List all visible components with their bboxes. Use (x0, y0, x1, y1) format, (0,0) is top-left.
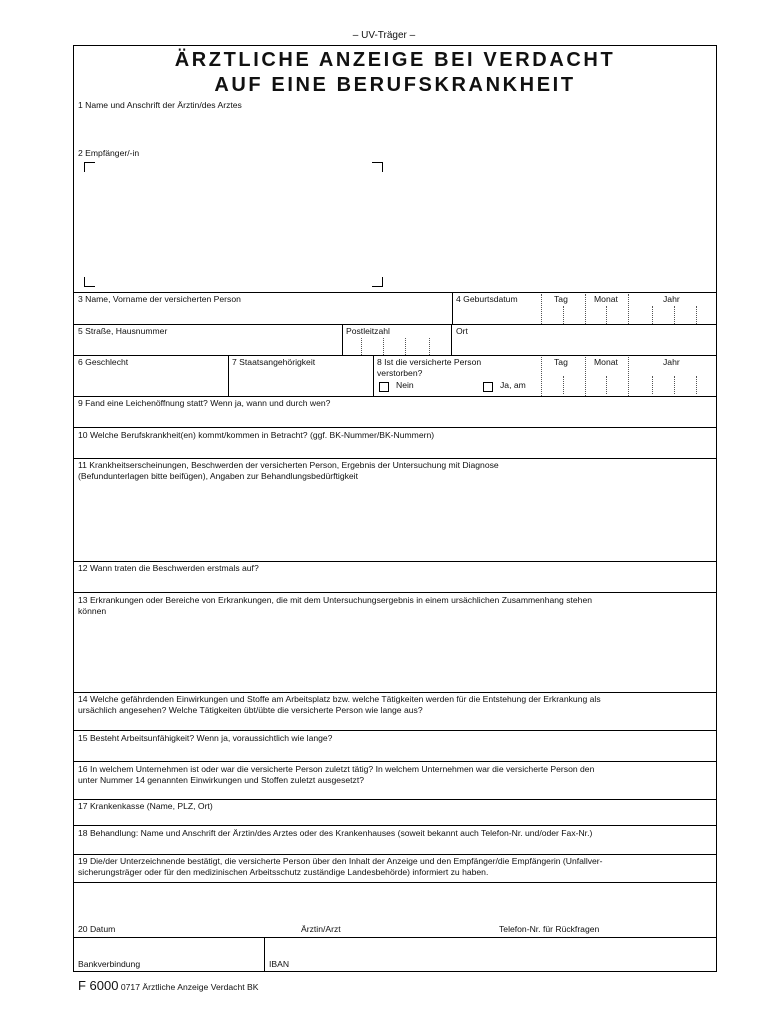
birthdate-label: 4 Geburtsdatum (456, 294, 518, 304)
column-divider (451, 324, 452, 355)
date-separator (696, 376, 697, 394)
callback-phone-label: Telefon-Nr. für Rückfragen (499, 924, 600, 934)
form-number: F 6000 (78, 978, 119, 993)
form-title-line2: AUF EINE BERUFSKRANKHEIT (214, 74, 576, 96)
confirmation-label-cont: sicherungsträger oder für den medizinischen Arbeitsschutz zuständige Landesbehörde) informiert zu haben. (78, 867, 489, 877)
date-separator (585, 294, 586, 324)
deceased-no-checkbox[interactable] (379, 382, 389, 392)
postal-separator (383, 338, 384, 355)
bank-label: Bankverbindung (78, 959, 141, 969)
death-month-label: Monat (594, 357, 618, 367)
treatment-label: 18 Behandlung: Name und Anschrift der Ärztin/des Arztes oder des Krankenhauses (soweit bekannt auch Telefon-Nr. und/oder Fax-Nr.) (78, 828, 593, 838)
column-divider (452, 292, 453, 324)
health-insurance-label: 17 Krankenkasse (Name, PLZ, Ort) (78, 801, 213, 811)
row-divider (73, 396, 717, 397)
symptoms-label: 11 Krankheitserscheinungen, Beschwerden der versicherten Person, Ergebnis der Untersuchung mit Diagnose (78, 460, 499, 470)
postal-separator (361, 338, 362, 355)
city-label: Ort (456, 326, 468, 336)
date-year-label: Jahr (663, 294, 680, 304)
date-separator (628, 294, 629, 324)
date-separator (541, 357, 542, 396)
recipient-label: 2 Empfänger/-in (78, 148, 140, 158)
row-divider (73, 825, 717, 826)
row-divider (73, 355, 717, 356)
row-divider (73, 799, 717, 800)
insured-name-label: 3 Name, Vorname der versicherten Person (78, 294, 241, 304)
deceased-yes-checkbox[interactable] (483, 382, 493, 392)
employer-label: 16 In welchem Unternehmen ist oder war die versicherte Person zuletzt tätig? In welchem Unternehmen war die versicherte Person den (78, 764, 595, 774)
row-divider (73, 882, 717, 883)
form-title-line1: ÄRZTLICHE ANZEIGE BEI VERDACHT (174, 49, 616, 71)
physician-address-label: 1 Name und Anschrift der Ärztin/des Arztes (78, 100, 242, 110)
confirmation-label: 19 Die/der Unterzeichnende bestätigt, die versicherte Person über den Inhalt der Anzeige und den Empfänger/die Empfängerin (Unfallver- (78, 856, 603, 866)
workplace-exposure-label-cont: ursächlich angesehen? Welche Tätigkeiten übt/übte die versicherte Person wie lange aus? (78, 705, 423, 715)
postal-separator (405, 338, 406, 355)
row-divider (73, 427, 717, 428)
row-divider (73, 937, 717, 938)
date-separator (563, 306, 564, 324)
column-divider (228, 355, 229, 396)
related-diseases-label: 13 Erkrankungen oder Bereiche von Erkrankungen, die mit dem Untersuchungsergebnis in einem ursächlichen Zusammenhang stehen (78, 595, 593, 605)
date-label: 20 Datum (78, 924, 116, 934)
employer-label-cont: unter Nummer 14 genannten Einwirkungen und Stoffen zuletzt ausgesetzt? (78, 775, 365, 785)
row-divider (73, 854, 717, 855)
date-separator (606, 306, 607, 324)
column-divider (264, 937, 265, 972)
date-separator (606, 376, 607, 394)
row-divider (73, 324, 717, 325)
date-day-label: Tag (554, 294, 568, 304)
row-divider (73, 761, 717, 762)
deceased-no-label: Nein (396, 380, 414, 390)
death-day-label: Tag (554, 357, 568, 367)
death-year-label: Jahr (663, 357, 680, 367)
nationality-label: 7 Staatsangehörigkeit (232, 357, 316, 367)
uv-traeger-label: – UV-Träger – (352, 30, 416, 41)
row-divider (73, 592, 717, 593)
deceased-question-label: 8 Ist die versicherte Person verstorben? (377, 357, 482, 378)
workplace-exposure-label: 14 Welche gefährdenden Einwirkungen und Stoffe am Arbeitsplatz bzw. welche Tätigkeiten werden für die Entstehung der Erkrankung als (78, 694, 601, 704)
form-footer (78, 978, 258, 993)
address-corner-mark (372, 162, 383, 172)
postal-code-label: Postleitzahl (346, 326, 390, 336)
gender-label: 6 Geschlecht (78, 357, 129, 367)
incapacity-label: 15 Besteht Arbeitsunfähigkeit? Wenn ja, voraussichtlich wie lange? (78, 733, 333, 743)
date-separator (585, 357, 586, 396)
date-separator (674, 306, 675, 324)
date-separator (674, 376, 675, 394)
row-divider (73, 561, 717, 562)
iban-label: IBAN (269, 959, 290, 969)
related-diseases-label-cont: können (78, 606, 107, 616)
date-separator (652, 306, 653, 324)
date-separator (628, 357, 629, 396)
row-divider (73, 730, 717, 731)
first-symptoms-label: 12 Wann traten die Beschwerden erstmals auf? (78, 563, 259, 573)
form-version: 0717 Ärztliche Anzeige Verdacht BK (120, 982, 259, 992)
symptoms-label-cont: (Befundunterlagen bitte beifügen), Angaben zur Behandlungsbedürftigkeit (78, 471, 358, 481)
row-divider (73, 292, 717, 293)
physician-signature-label: Ärztin/Arzt (301, 924, 341, 934)
date-separator (696, 306, 697, 324)
street-label: 5 Straße, Hausnummer (78, 326, 168, 336)
occupational-disease-label: 10 Welche Berufskrankheit(en) kommt/kommen in Betracht? (ggf. BK-Nummer/BK-Nummern) (78, 430, 435, 440)
column-divider (373, 355, 374, 396)
address-corner-mark (84, 277, 95, 287)
row-divider (73, 692, 717, 693)
date-separator (652, 376, 653, 394)
column-divider (342, 324, 343, 355)
date-month-label: Monat (594, 294, 618, 304)
postal-separator (429, 338, 430, 355)
date-separator (541, 294, 542, 324)
date-separator (563, 376, 564, 394)
autopsy-label: 9 Fand eine Leichenöffnung statt? Wenn ja, wann und durch wen? (78, 398, 331, 408)
address-corner-mark (84, 162, 95, 172)
row-divider (73, 458, 717, 459)
address-corner-mark (372, 277, 383, 287)
deceased-yes-label: Ja, am (500, 380, 526, 390)
